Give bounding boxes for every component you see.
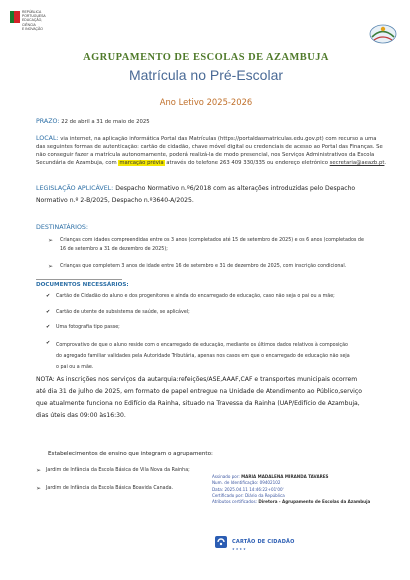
prazo-label: PRAZO: [36,118,60,125]
destinatario-item-2: Crianças que completem 3 anos de idade entre 16 de setembro e 31 de dezembro de 2025, com inscrição condicional. [60,264,347,269]
documento-item-1: Cartão de Cidadão do aluno e dos progenitores e ainda do encarregado de educação, caso não seja o pai ou a mãe; [56,294,335,299]
documento-item-2: Cartão de utente de subsistema de saúde, se aplicável; [56,310,190,315]
legislacao-section [36,183,406,207]
signature-lines: Assinado por: MARIA MADALENA MIRANDA TAVARES Num. de Identificação: 09402102 Data: 2025.04.11 14:46:22+01'00' Certificado por: Diário da República Atributos certificados: Diretora - Agrupamento de Escolas da Azambuja [212,474,371,505]
check-bullet-icon: ✔ [46,324,51,330]
highlight-marcacao: marcação prévia [119,160,164,166]
documentos-label: DOCUMENTOS NECESSÁRIOS: [36,282,129,288]
estabelecimento-item-2: Jardim de Infância da Escola Básica Boavida Canada. [46,486,174,491]
divider [36,279,122,280]
check-bullet-icon: ✔ [46,309,51,315]
cartao-cidadao-text: CARTÃO DE CIDADÃO [232,539,295,545]
arrow-bullet-icon: ➢ [48,237,54,244]
local-label: LOCAL: [36,135,59,142]
local-line-4a: Secundária de Azambuja, com [36,160,119,166]
prazo-text: 22 de abril a 31 de maio de 2025 [61,119,150,125]
digital-signature [212,474,402,532]
cartao-cidadao-stars: ★★★★ [232,547,247,551]
legislacao-label: LEGISLAÇÃO APLICÁVEL: [36,185,114,192]
documento-item-4: Comprovativo de que o aluno reside com o encarregado de educação, mediante os últimos dados relativos à composição do agregado familiar validades pela Autoridade Tributária, apenas nos casos em que o encarregado de educação não seja o pai ou a mãe. [56,343,350,370]
check-bullet-icon: ✔ [46,340,51,346]
nota-line-4: dias úteis das 09:00 às16:30. [36,412,126,419]
local-line-2: das seguintes formas de autenticação: cartão de cidadão, chave móvel digital ou credenciais de acesso ao Portal das Finanças. Se [36,144,383,150]
school-year: Ano Letivo 2025-2026 [159,97,253,107]
page-title: Matrícula no Pré-Escolar [128,67,284,83]
cartao-cidadao-icon [214,535,228,549]
legislacao-line-1: Despacho Normativo n.º6/2018 com as alterações introduzidas pelo Despacho [113,185,356,192]
estabelecimento-item-1: Jardim de Infância da Escola Básica de Vila Nova da Rainha; [46,468,190,473]
school-emblem-icon [366,20,400,46]
cartao-cidadao-badge [214,535,354,563]
republica-portuguesa-logo [10,10,50,31]
destinatarios-label: DESTINATÁRIOS: [36,224,89,231]
nota-section [36,374,408,422]
email-link[interactable]: secretaria@aeazb.pt [329,160,385,166]
arrow-bullet-icon: ➢ [48,263,54,270]
nota-line-1: NOTA: As inscrições nos serviços da autarquia:refeições/ASE,AAAF,CAF e transportes municipais ocorrem [36,376,358,383]
estabelecimentos-intro: Estabelecimentos de ensino que integram o agrupamento: [48,451,213,457]
nota-line-3: que atualmente funciona no Edifício da Rainha, situado na Travessa da Rainha (UAP/Edifício de Azambuja, [36,400,360,407]
documento-item-3: Uma fotografia tipo passe; [56,325,120,330]
local-line-4b: através do telefone 263 409 330/335 ou endereço eletrónico [164,160,330,166]
logo-left-text: REPÚBLICA PORTUGUESA EDUCAÇÃO, CIÊNCIA E INOVAÇÃO [22,10,46,31]
local-line-1: via internet, na aplicação informática Portal das Matrículas (https://portaldasmatriculas.edu.gov.pt) com recurso a uma [60,136,377,142]
arrow-bullet-icon: ➢ [36,485,42,492]
check-bullet-icon: ✔ [46,293,51,299]
school-name: AGRUPAMENTO DE ESCOLAS DE AZAMBUJA [83,52,329,63]
portugal-flag-icon [10,11,20,23]
arrow-bullet-icon: ➢ [36,467,42,474]
legislacao-line-2: Normativo n.º 2-B/2025, Despacho n.º3640-A/2025. [36,197,194,204]
local-section: LOCAL: via internet, na aplicação informática Portal das Matrículas (https://portaldasmatriculas.edu.gov.pt) com recurso a uma das seguintes formas de autenticação: cartão de cidadão, chave móvel digital ou credenciais de acesso ao Portal das Finanças. Se não conseguir fazer a matrícula autonomamente, poderá realizá-la de modo presencial, nos Serviços Administrativos da Escola Secundária de Azambuja, com marcação prévia através do telefone 263 409 330/335 ou endereço eletrónico secretaria@aeazb.pt. [36,135,406,167]
nota-line-2: até dia 31 de julho de 2025, em formato de papel entregue na Unidade de Atendimento ao Público,serviço [36,388,362,395]
destinatario-item-1: Crianças com idades compreendidas entre os 3 anos (completados até 15 de setembro de 2025) e os 6 anos (completados de 16 de setembro a 31 de dezembro de 2025); [60,238,364,252]
prazo-section [36,118,150,126]
local-line-3: não conseguir fazer a matrícula autonomamente, poderá realizá-la de modo presencial, nos Serviços Administrativos da Escola [36,152,375,158]
